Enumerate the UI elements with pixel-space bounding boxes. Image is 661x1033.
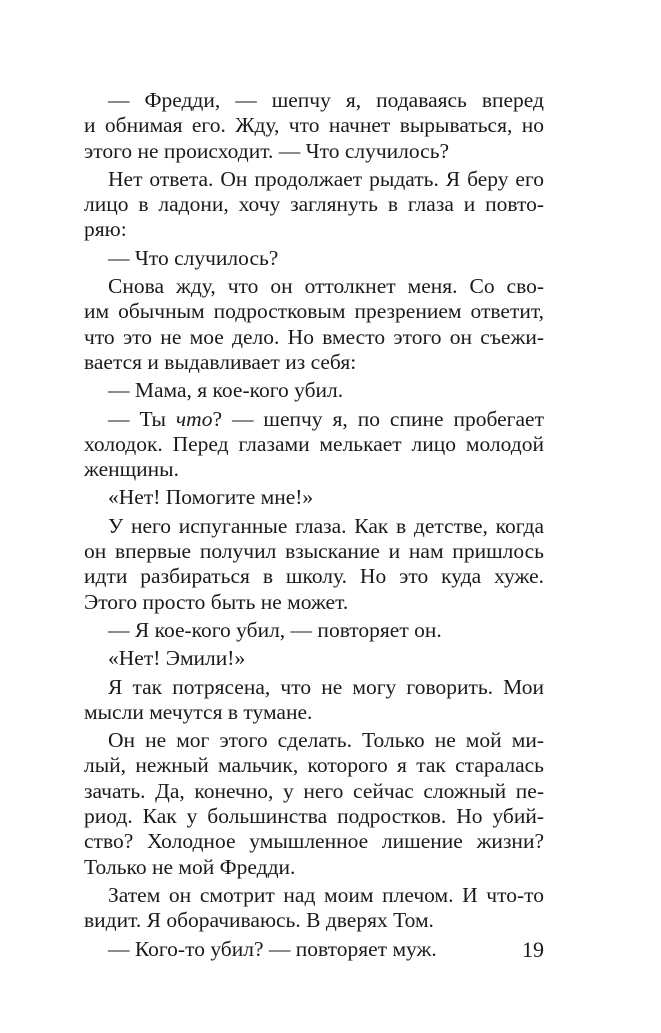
text-line: У него испуганные глаза. Как в детстве, когда — [108, 513, 544, 538]
text-line: Он не мог этого сделать. Только не мой ми- — [108, 728, 544, 753]
text-line: женщины. — [84, 457, 180, 482]
text-line: лый, нежный мальчик, которого я так старалась — [84, 753, 544, 778]
text-line: Этого просто быть не может. — [84, 589, 349, 614]
text-line: Я так потрясена, что не могу говорить. Мои — [108, 674, 544, 699]
text-line: вается и выдавливает из себя: — [84, 349, 357, 374]
text-line: лицо в ладони, хочу заглянуть в глаза и повто- — [84, 192, 544, 217]
text-line: мысли мечутся в тумане. — [84, 699, 313, 724]
text-line: — Фредди, — шепчу я, подаваясь вперед — [108, 88, 544, 112]
last-line-row — [84, 937, 544, 962]
text-line: Снова жду, что он оттолкнет меня. Со сво- — [108, 274, 544, 299]
text-line: «Нет! Помогите мне!» — [108, 485, 314, 510]
text-line: этого не происходит. — Что случилось? — [84, 138, 450, 163]
text-line-with-italic — [84, 407, 544, 432]
book-page-text — [84, 88, 544, 962]
text-line: — Я кое-кого убил, — повторяет он. — [108, 617, 442, 642]
text-line: он впервые получил взыскание и нам пришлось — [84, 539, 544, 564]
text-line: идти разбираться в школу. Но это куда хуже. — [84, 564, 544, 589]
text-line: — Кого-то убил? — повторяет муж. — [108, 936, 437, 961]
text-line: — Что случилось? — [108, 245, 279, 270]
text-segment: ? — шепчу я, по спине пробегает — [212, 406, 544, 431]
text-line: Только не мой Фредди. — [84, 854, 296, 879]
italic-word: что — [175, 406, 213, 431]
text-line: видит. Я оборачиваюсь. В дверях Том. — [84, 908, 434, 933]
text-line: что это не мое дело. Но вместо этого он съежи- — [84, 324, 544, 349]
text-line: зачать. Да, конечно, у него сейчас сложный пе- — [84, 778, 544, 803]
text-line: и обнимая его. Жду, что начнет вырываться, но — [84, 113, 544, 138]
text-line: — Мама, я кое-кого убил. — [108, 378, 344, 403]
text-line: Затем он смотрит над моим плечом. И что-то — [108, 882, 544, 907]
page-number: 19 — [522, 936, 544, 962]
text-segment: — Ты — [108, 406, 176, 431]
text-line: ство? Холодное умышленное лишение жизни? — [84, 829, 544, 854]
text-line: Нет ответа. Он продолжает рыдать. Я беру его — [108, 166, 544, 191]
text-line: риод. Как у большинства подростков. Но убий- — [84, 804, 544, 829]
text-line: ряю: — [84, 217, 127, 242]
text-line: им обычным подростковым презрением ответит, — [84, 299, 544, 324]
text-line: «Нет! Эмили!» — [108, 646, 246, 671]
text-line: холодок. Перед глазами мелькает лицо молодой — [84, 431, 544, 456]
